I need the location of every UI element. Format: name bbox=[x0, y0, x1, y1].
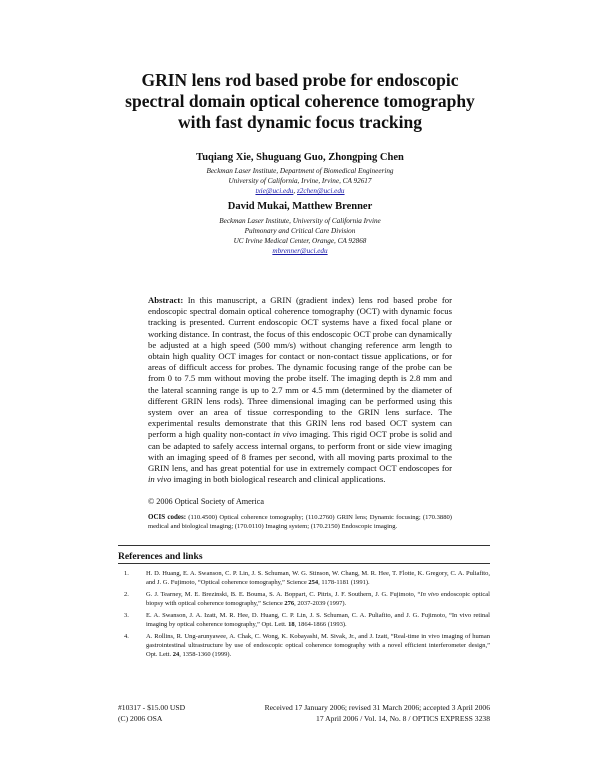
divider bbox=[118, 545, 490, 546]
footer-dates: Received 17 January 2006; revised 31 March 2006; accepted 3 April 2006 bbox=[264, 703, 490, 712]
abstract-text: imaging. This rigid OCT probe is solid and can be adapted to safely access internal organs, to perform front or side view imaging with an imaging speed of 8 frames per second, with all moving parts proximal to the GRIN lens, and has great potential for use in extremely compact OCT endoscopes for bbox=[148, 429, 453, 474]
copyright-notice: © 2006 Optical Society of America bbox=[148, 497, 265, 506]
title-line: spectral domain optical coherence tomography bbox=[125, 91, 475, 111]
abstract-text: imaging in both biological research and clinical applications. bbox=[171, 474, 386, 485]
reference-italic: In vivo bbox=[420, 591, 439, 598]
abstract-text: In this manuscript, a GRIN (gradient index) lens rod based probe for endoscopic spectral domain optical coherence tomography (OCT) with dynamic focus tracking is presented. Current endoscopic OCT systems have a fixed focal plane or working distance. In contrast, the focus of this endoscopic OCT probe can dynamically be adjusted at a high speed (500 mm/s) without changing reference arm length to obtain high quality OCT images for contact or non-contact tissue applications, or for areas of difficult access for probes. The dynamic focusing range of the probe can be from 0 to 7.5 mm without moving the probe itself. The imaging depth is 2.8 mm and the lateral scanning range is up to 2.7 mm or 4.5 mm (determined by the diameter of different GRIN lens rods). Three dimensional imaging can be performed using this system over an area of tissue corresponding to the GRIN lens surface. The experimental results demonstrate that this GRIN lens rod based OCT system can perform a high quality non-contact bbox=[148, 295, 452, 440]
email-separator: , bbox=[293, 187, 297, 195]
title-line: with fast dynamic focus tracking bbox=[177, 112, 423, 132]
email-link[interactable]: mbrenner@uci.edu bbox=[272, 247, 328, 255]
affiliation-1 bbox=[0, 166, 600, 196]
reference-item bbox=[118, 590, 490, 608]
reference-text: G. J. Tearney, M. E. Brezinski, B. E. Bouma, S. A. Boppart, C. Pitris, J. F. Southern, J. G. Fujimoto, “In vivo endoscopic optical biopsy with optical coherence tomography,” Science 276, 2037-2039 (1997). bbox=[146, 591, 490, 607]
affiliation-line: UC Irvine Medical Center, Orange, CA 92868 bbox=[233, 237, 367, 245]
footer-left bbox=[118, 702, 185, 724]
abstract bbox=[148, 295, 452, 485]
ocis-codes bbox=[148, 513, 452, 531]
affiliation-line: Pulmonary and Critical Care Division bbox=[244, 227, 356, 235]
affiliation-2 bbox=[0, 216, 600, 256]
email-link[interactable]: z2chen@uci.edu bbox=[297, 187, 345, 195]
reference-item bbox=[118, 632, 490, 659]
affiliation-line: Beckman Laser Institute, University of California Irvine bbox=[219, 217, 381, 225]
ocis-text: (110.4500) Optical coherence tomography; (110.2760) GRIN lens; Dynamic focusing; (170.3880) medical and biological imaging; (170.0110) Imaging system; (170.2150) Endoscopic imaging. bbox=[148, 514, 452, 531]
footer-right bbox=[265, 702, 490, 724]
references-list bbox=[118, 569, 490, 662]
author-emails-1 bbox=[0, 186, 600, 196]
title-line: GRIN lens rod based probe for endoscopic bbox=[141, 70, 459, 90]
reference-number: 3. bbox=[124, 612, 129, 619]
reference-text: A. Rollins, R. Ung-arunyawee, A. Chak, C. Wong, K. Kobayashi, M. Sivak, Jr., and J. Izatt, “Real-time in vivo imaging of human gastrointestinal ultrastructure by use of endoscopic optical coherence tomography with a novel efficient interferometer design,” Opt. Lett. 24, 1358-1360 (1999). bbox=[146, 633, 490, 658]
reference-number: 4. bbox=[124, 633, 129, 640]
reference-item bbox=[118, 611, 490, 629]
reference-text: E. A. Swanson, J. A. Izatt, M. R. Hee, D. Huang, C. P. Lin, J. S. Schuman, C. A. Puliafito, and J. G. Fujimoto, “In vivo retinal imaging by optical coherence tomography,” Opt. Lett. 18, 1864-1866 (1993). bbox=[146, 612, 490, 628]
reference-volume: 18 bbox=[288, 621, 295, 628]
abstract-italic: in vivo bbox=[148, 474, 172, 485]
affiliation-line: Beckman Laser Institute, Department of Biomedical Engineering bbox=[206, 167, 394, 175]
abstract-label: Abstract: bbox=[148, 295, 184, 305]
author-names-1: Tuqiang Xie, Shuguang Guo, Zhongping Chen bbox=[196, 152, 404, 163]
paper-title bbox=[60, 70, 540, 133]
author-names-2: David Mukai, Matthew Brenner bbox=[227, 201, 373, 212]
divider bbox=[118, 563, 490, 564]
abstract-italic: in vivo bbox=[273, 429, 297, 440]
affiliation-line: University of California, Irvine, Irvine, CA 92617 bbox=[228, 177, 372, 185]
footer-copyright: (C) 2006 OSA bbox=[118, 714, 163, 723]
reference-volume: 254 bbox=[308, 579, 319, 586]
reference-item bbox=[118, 569, 490, 587]
reference-volume: 24 bbox=[172, 651, 180, 658]
references-heading: References and links bbox=[118, 551, 203, 562]
reference-volume: 276 bbox=[284, 600, 295, 607]
reference-number: 2. bbox=[124, 591, 129, 598]
reference-number: 1. bbox=[124, 570, 129, 577]
footer-article-code: #10317 - $15.00 USD bbox=[118, 703, 186, 712]
reference-text: H. D. Huang, E. A. Swanson, C. P. Lin, J. S. Schuman, W. G. Stinson, W. Chang, M. R. Hee, T. Flotte, K. Gregory, C. A. Puliafito, and J. G. Fujimoto, “Optical coherence tomography,” Science 254, 1178-1181 (1991). bbox=[146, 570, 490, 586]
ocis-label: OCIS codes: bbox=[148, 513, 187, 521]
email-link[interactable]: txie@uci.edu bbox=[255, 187, 294, 195]
footer-journal-info: 17 April 2006 / Vol. 14, No. 8 / OPTICS EXPRESS 3238 bbox=[316, 714, 490, 723]
